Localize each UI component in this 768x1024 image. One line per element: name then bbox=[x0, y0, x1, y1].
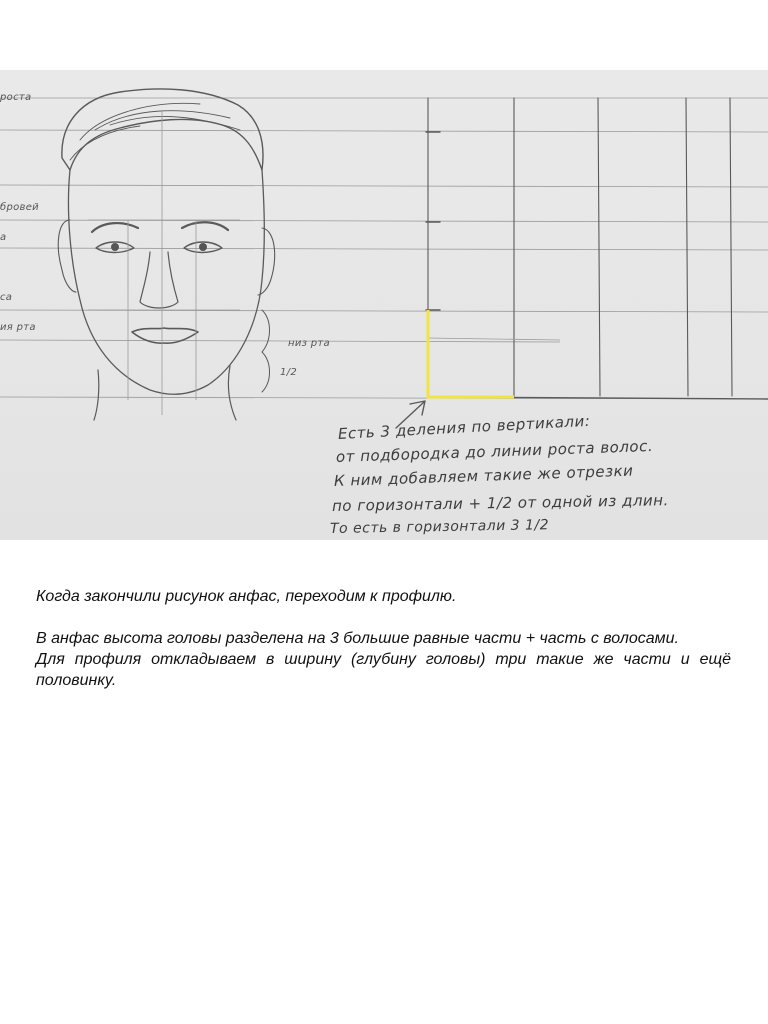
note-line-4: по горизонтали + 1/2 от одной из длин. bbox=[331, 491, 669, 515]
profile-grid bbox=[396, 98, 768, 428]
label-a: а bbox=[0, 232, 7, 243]
label-sa: са bbox=[0, 292, 13, 303]
note-line-2: от подбородка до линии роста волос. bbox=[335, 436, 654, 466]
paragraph-3: Для профиля откладываем в ширину (глубину головы) три такие же части и ещё половинку. bbox=[36, 651, 731, 689]
note-line-3: К ним добавляем такие же отрезки bbox=[333, 461, 634, 490]
sketch-photo bbox=[0, 70, 768, 540]
label-rosta: роста bbox=[0, 92, 32, 103]
face-sketch bbox=[58, 89, 274, 420]
paragraph-1: Когда закончили рисунок анфас, переходим к профилю. bbox=[36, 588, 457, 605]
label-iya-rta: ия рта bbox=[0, 322, 36, 333]
label-brovei: бровей bbox=[0, 202, 39, 213]
paragraph-2: В анфас высота головы разделена на 3 большие равные части + часть с волосами. bbox=[36, 630, 679, 647]
explanation-text bbox=[36, 586, 731, 691]
label-niz-rta: низ рта bbox=[288, 338, 330, 349]
highlight-marker bbox=[428, 310, 514, 397]
label-half: 1/2 bbox=[280, 367, 297, 378]
note-line-1-text: Есть 3 деления по вертикали: bbox=[337, 411, 591, 443]
note-line-5: То есть в горизонтали 3 1/2 bbox=[329, 517, 550, 537]
